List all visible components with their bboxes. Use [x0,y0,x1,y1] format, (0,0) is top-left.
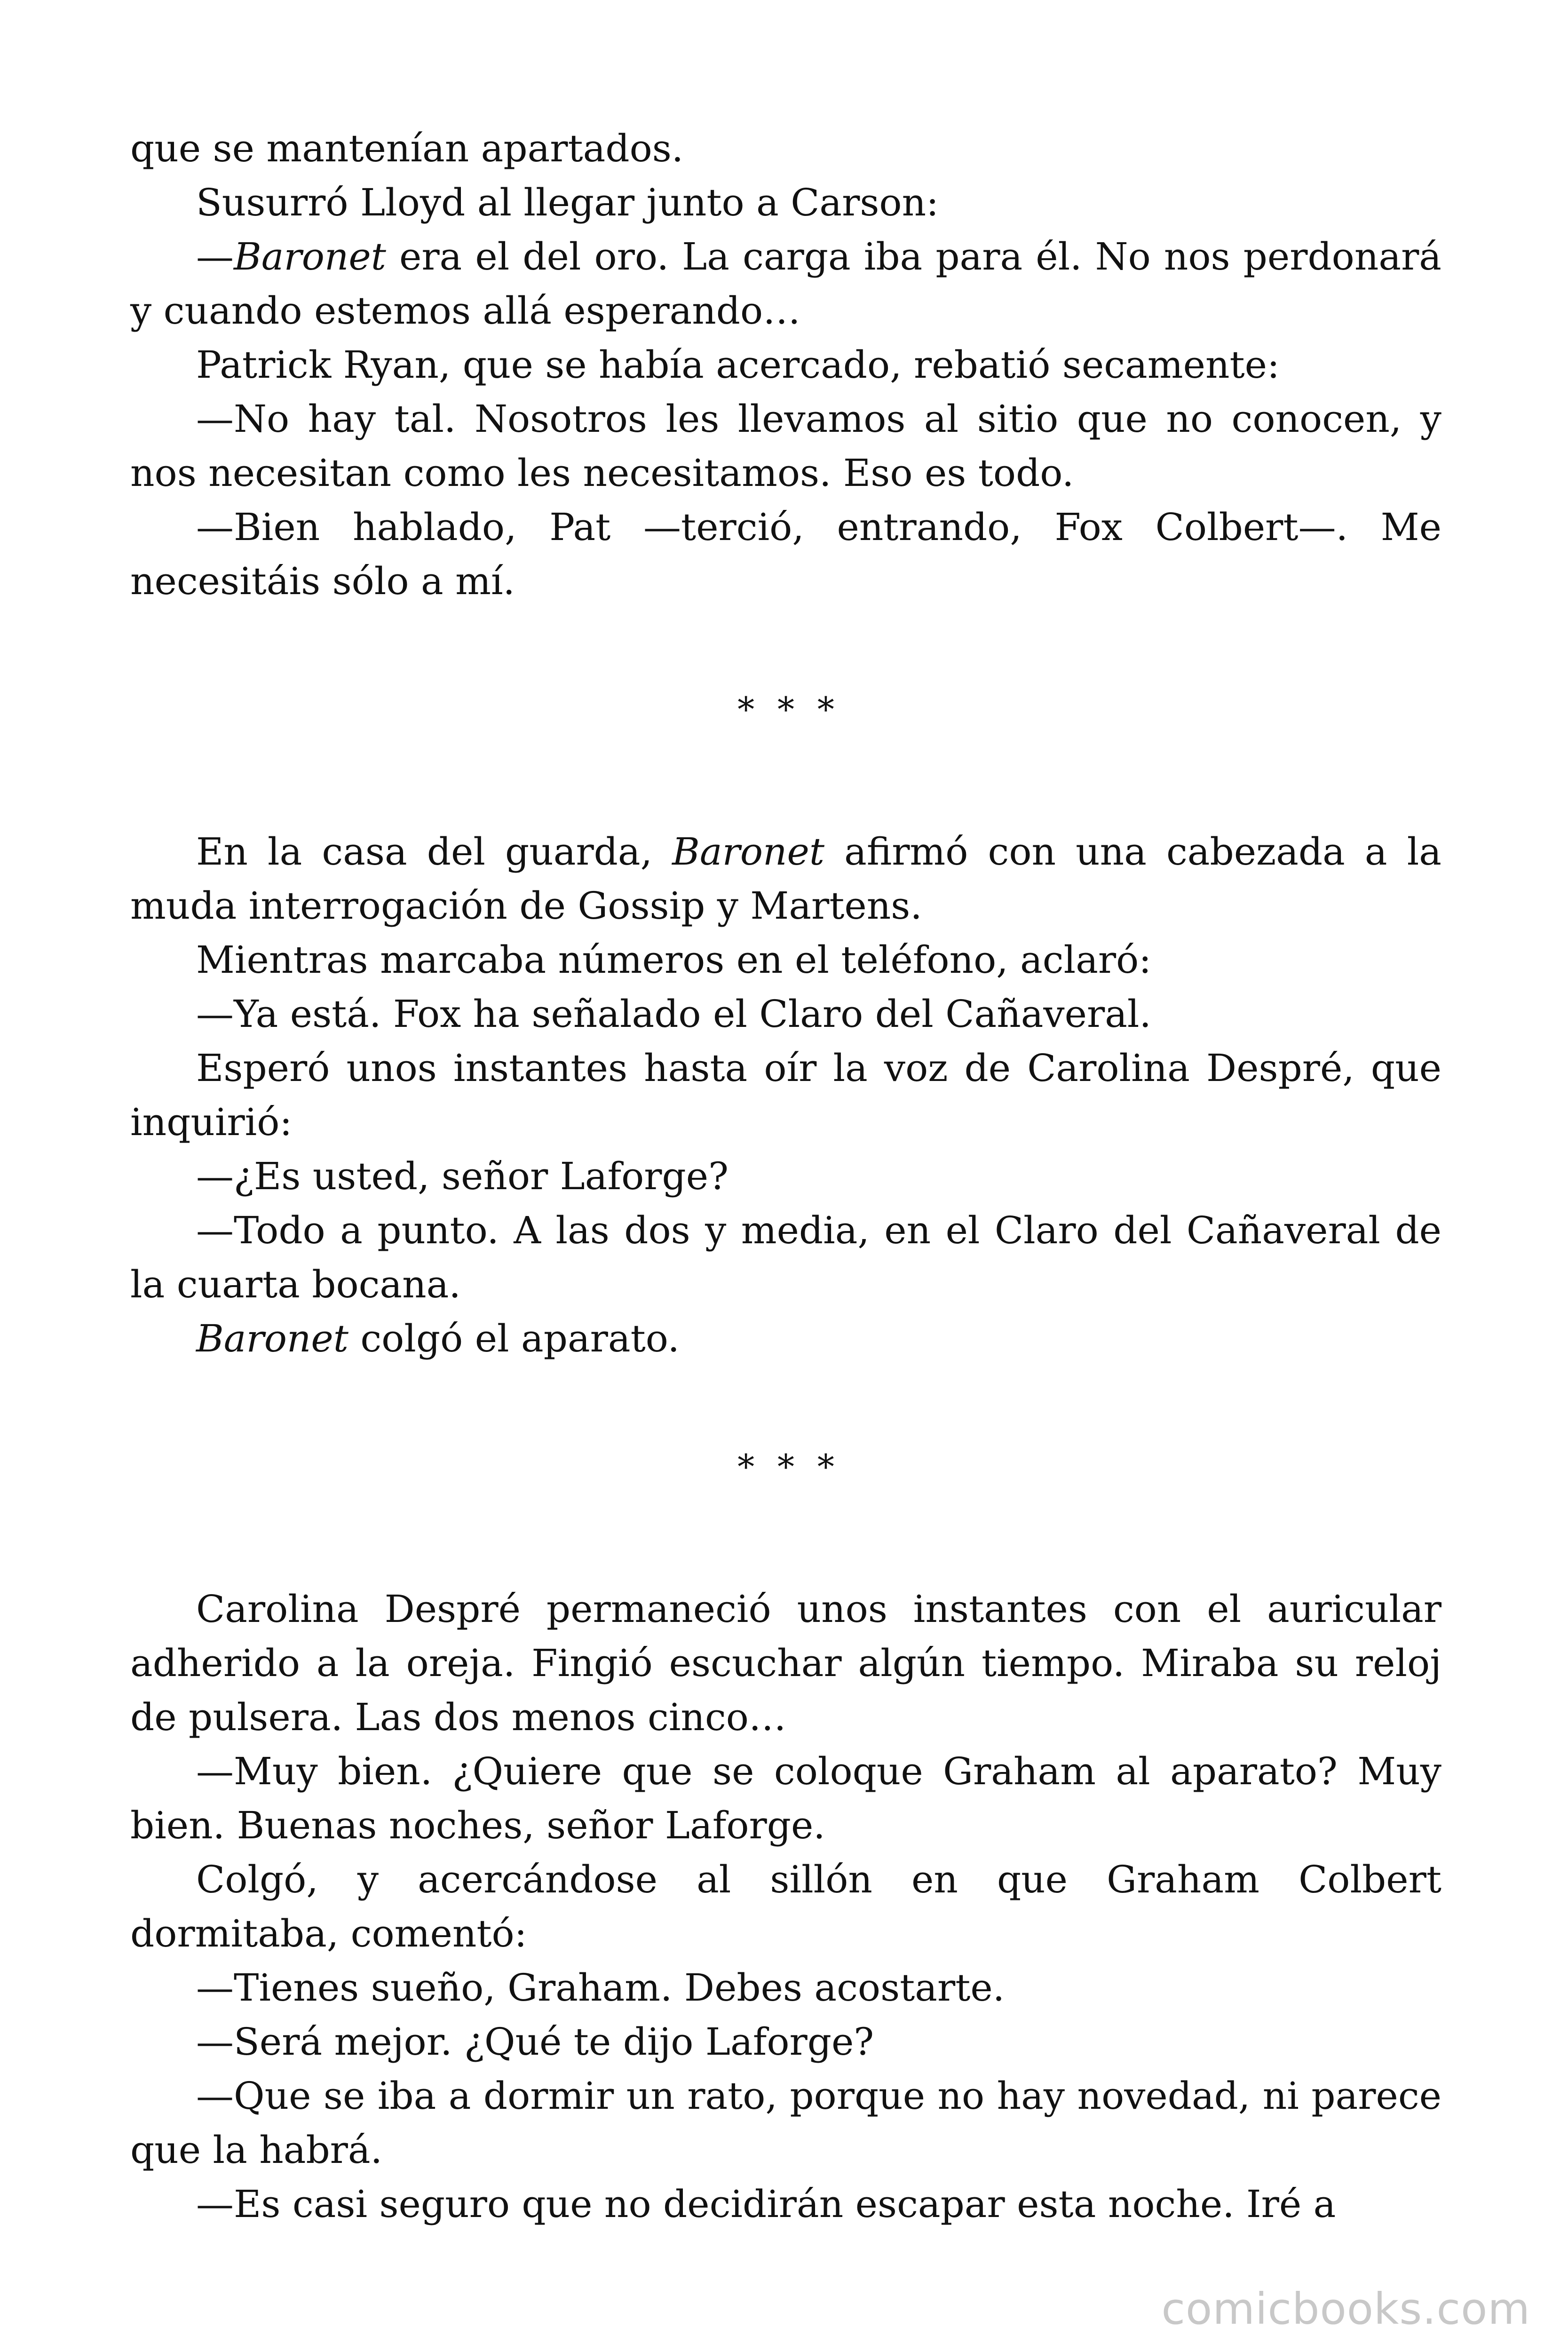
paragraph [130,2069,1441,2177]
paragraph [130,2015,1441,2069]
paragraph [130,1041,1441,1149]
text-run: afirmó con una cabezada a la muda interrogación de Gossip y Martens. [130,830,1441,928]
section-1 [130,121,1441,608]
paragraph [130,825,1441,933]
paragraph [130,175,1441,230]
paragraph [130,987,1441,1041]
text-run: Mientras marcaba números en el teléfono, aclaró: [196,938,1152,982]
paragraph [130,1852,1441,1961]
text-run: Carolina Despré permaneció unos instantes con el auricular adherido a la oreja. Fingió escuchar algún tiempo. Miraba su reloj de pulsera. Las dos menos cinco… [130,1587,1441,1739]
text-run: Susurró Lloyd al llegar junto a Carson: [196,181,939,224]
paragraph [130,500,1441,608]
text-run: En la casa del guarda, [196,830,673,874]
paragraph [130,338,1441,392]
text-run: Patrick Ryan, que se había acercado, rebatió secamente: [196,343,1280,387]
text-run: —Será mejor. ¿Qué te dijo Laforge? [196,2020,874,2064]
paragraph [130,230,1441,338]
paragraph [130,933,1441,987]
paragraph [130,1203,1441,1311]
text-run: — [196,235,234,278]
paragraph [130,1311,1441,1366]
paragraph [130,1961,1441,2015]
text-run: Esperó unos instantes hasta oír la voz de Carolina Despré, que inquirió: [130,1046,1441,1144]
text-run: era el del oro. La carga iba para él. No nos perdonará y cuando estemos allá esperando… [130,235,1441,333]
watermark-text: comicbooks.com [1161,2284,1530,2334]
italic-run: Baronet [672,830,825,874]
page-text [130,121,1441,2231]
text-run: —¿Es usted, señor Laforge? [196,1154,729,1198]
text-run: —Que se iba a dormir un rato, porque no hay novedad, ni parece que la habrá. [130,2074,1441,2172]
text-run: colgó el aparato. [348,1317,680,1360]
text-run: —Bien hablado, Pat —terció, entrando, Fox Colbert—. Me necesitáis sólo a mí. [130,505,1441,603]
section-2 [130,825,1441,1366]
paragraph [130,1582,1441,1744]
paragraph [130,2177,1441,2231]
italic-run: Baronet [196,1317,348,1360]
section-3 [130,1582,1441,2231]
text-run: —Ya está. Fox ha señalado el Claro del Cañaveral. [196,992,1151,1036]
italic-run: Baronet [234,235,386,278]
scene-separator: * * * [737,690,834,729]
text-run: —Muy bien. ¿Quiere que se coloque Graham al aparato? Muy bien. Buenas noches, señor Laforge. [130,1749,1441,1847]
text-run: Colgó, y acercándose al sillón en que Graham Colbert dormitaba, comentó: [130,1858,1441,1955]
scene-break-2 [130,1366,1441,1582]
text-run: —Es casi seguro que no decidirán escapar esta noche. Iré a [196,2182,1336,2226]
text-run: —Todo a punto. A las dos y media, en el Claro del Cañaveral de la cuarta bocana. [130,1208,1441,1306]
paragraph [130,392,1441,500]
paragraph [130,1149,1441,1203]
scene-separator: * * * [737,1447,834,1486]
text-run: que se mantenían apartados. [130,127,684,170]
text-run: —No hay tal. Nosotros les llevamos al sitio que no conocen, y nos necesitan como les necesitamos. Eso es todo. [130,397,1441,495]
paragraph [130,1744,1441,1852]
text-run: —Tienes sueño, Graham. Debes acostarte. [196,1966,1005,2010]
scene-break-1 [130,608,1441,825]
paragraph [130,121,1441,175]
